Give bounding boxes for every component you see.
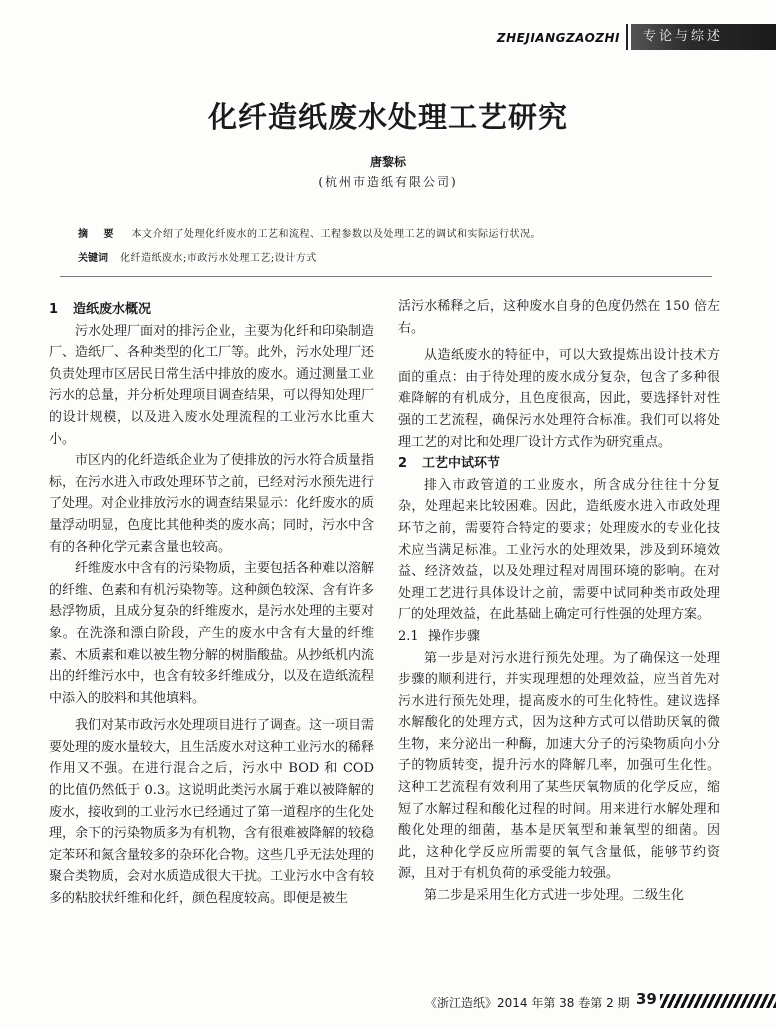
header-divider [626, 24, 628, 50]
keywords-label: 关键词 [78, 253, 108, 264]
abstract-label: 摘 要 [78, 229, 120, 240]
article-title: 化纤造纸废水处理工艺研究 [207, 100, 568, 134]
abstract-text: 本文介绍了处理化纤废水的工艺和流程、工程参数以及处理工艺的调试和实际运行状况。 [131, 229, 541, 240]
paragraph: 从造纸废水的特征中，可以大致提炼出设计技术方面的重点：由于待处理的废水成分复杂，包含了多种很难降解的有机成分，且色度很高，因此，要选择针对性强的工艺流程，确保污水处理符合标准。我们可以将处理工艺的对比和处理厂设计方式作为研究重点。 [398, 348, 720, 450]
header-rule [60, 276, 712, 277]
section-tab: 专论与综述 [631, 24, 776, 50]
subsection-title: 操作步骤 [428, 628, 481, 644]
section-number: 2 [398, 456, 408, 472]
paragraph: 市区内的化纤造纸企业为了使排放的污水符合质量指标，在污水进入市政处理环节之前，已经对污水预先进行了处理。对企业排放污水的调查结果显示：化纤废水的质量浮动明显，色度比其他种类的废水高；同时，污水中含有的各种化学元素含量也较高。 [49, 453, 375, 555]
abstract [78, 225, 718, 240]
footer-citation: 《浙江造纸》2014 年第 38 卷第 2 期 [425, 996, 630, 1010]
section-title: 工艺中试环节 [422, 456, 501, 472]
journal-name: ZHEJIANGZAOZHI [496, 31, 620, 45]
paragraph: 纤维废水中含有的污染物质，主要包括各种难以溶解的纤维、色素和有机污染物等。这种颜色较深、含有许多悬浮物质，且成分复杂的纤维废水，是污水处理的主要对象。在洗涤和漂白阶段，产生的废水中含有大量的纤维素、木质素和难以被生物分解的树脂酸盐。从抄纸机内流出的纤维污水中，也含有较多纤维成分，以及在造纸流程中添入的胶料和其他填料。 [49, 561, 375, 706]
section-heading-1 [49, 299, 374, 321]
section-heading-2 [398, 453, 720, 475]
paragraph: 第一步是对污水进行预先处理。为了确保这一处理步骤的顺利进行，并实现理想的处理效益，应当首先对污水进行预先处理，提高废水的可生化特性。建议选择水解酸化的处理方式，因为这种方式可以借助厌氧的微生物，来分泌出一种酶，加速大分子的污染物质向小分子的物质转变，提升污水的降解几率，加强可生化性。这种工艺流程有效利用了某些厌氧物质的化学反应，缩短了水解过程和酸化过程的时间。用来进行水解处理和酸化处理的细菌，基本是厌氧型和兼氧型的细菌。因此，这种化学反应所需要的氧气含量低，能够节约资源，且对于有机负荷的承受能力较强。 [398, 650, 720, 882]
author-affiliation: (杭州市造纸有限公司) [318, 175, 458, 189]
keywords [78, 249, 718, 264]
paragraph: 我们对某市政污水处理项目进行了调查。这一项目需要处理的废水量较大，且生活废水对这种工业污水的稀释作用又不强。在进行混合之后，污水中 BOD 和 COD 的比值仍然低于 0.3。这说明此类污水属于难以被降解的废水，接收到的工业污水已经通过了第一道程序的生化处理，余下的污染物质多为有机物，含有很难被降解的较稳定苯环和氮含量较多的杂环化合物。这些几乎无法处理的聚合类物质，会对水质造成很大干扰。工业污水中含有较多的粘胶状纤维和化纤，颜色程度较高。即便是被生 [49, 718, 375, 907]
section-title: 造纸废水概况 [73, 302, 152, 317]
right-column [398, 296, 720, 907]
footer-stripes [660, 994, 776, 1008]
left-column [49, 299, 374, 910]
page-number: 39 [636, 990, 657, 1008]
paragraph: 污水处理厂面对的排污企业，主要为化纤和印染制造厂、造纸厂、各种类型的化工厂等。此外，污水处理厂还负责处理市区居民日常生活中排放的废水。通过测量工业污水的总量，并分析处理项目调查结果，可以得知处理厂的设计规模，以及进入废水处理流程的工业污水比重大小。 [49, 323, 375, 447]
subsection-number: 2.1 [398, 628, 419, 644]
section-number: 1 [49, 302, 59, 317]
paragraph: 第二步是采用生化方式进一步处理。二级生化 [424, 888, 685, 904]
paragraph-continued: 活污水稀释之后，这种废水自身的色度仍然在 150 倍左右。 [398, 299, 720, 336]
paragraph: 排入市政管道的工业废水，所含成分往往十分复杂，处理起来比较困难。因此，造纸废水进入市政处理环节之前，需要符合特定的要求；处理废水的专业化技术应当满足标准。工业污水的处理效果，涉及到环境效益、经济效益，以及处理过程对周围环境的影响。在对处理工艺进行具体设计之前，需要中试同种类市政处理厂的处理效益，在此基础上确定可行性强的处理方案。 [398, 477, 720, 623]
keywords-text: 化纤造纸废水;市政污水处理工艺;设计方式 [120, 253, 317, 264]
running-header [0, 20, 776, 56]
author-name: 唐黎标 [369, 155, 406, 169]
subsection-heading [398, 626, 720, 648]
